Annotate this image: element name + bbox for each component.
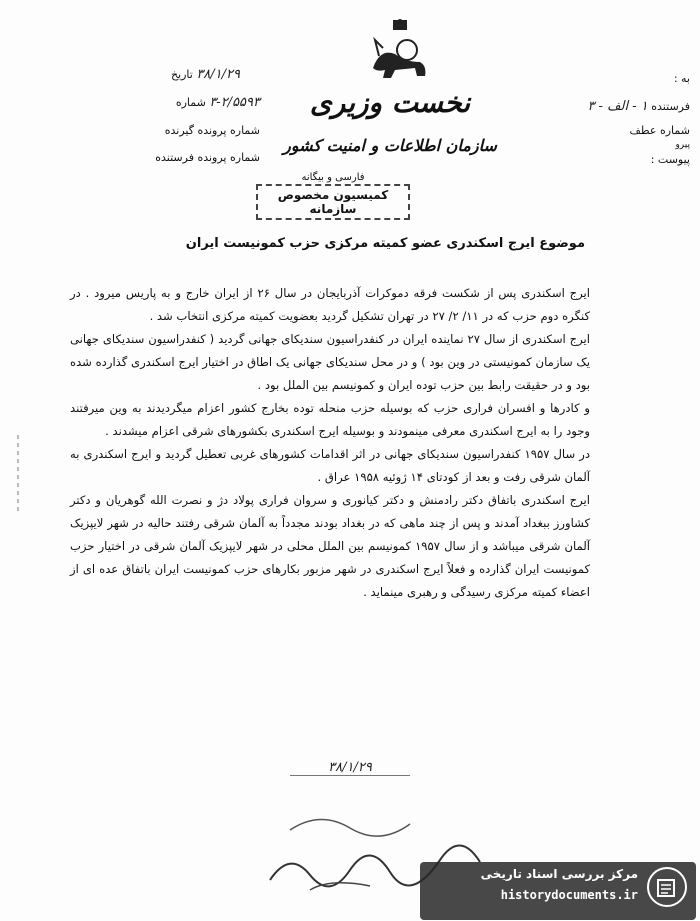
sender-field	[520, 100, 690, 113]
date-value: ۳۸/۱/۲۹	[196, 67, 240, 82]
paragraph-4: در سال ۱۹۵۷ کنفدراسیون سندیکای جهانی در اثر اقدامات کشورهای غربی تعطیل گردید و ایرج اسکندری به آلمان شرقی رفت و بعد از کودتای ۱۴ ژوئیه ۱۹۵۸ عراق .	[70, 447, 590, 484]
receiver-file-label: شماره پرونده گیرنده	[164, 124, 260, 137]
ref-field	[600, 124, 690, 152]
attachment-label: پیوست	[657, 153, 690, 166]
bottom-note: ۳۸/۱/۲۹	[290, 760, 410, 776]
sender-value: ۱ - الف - ۳	[587, 99, 648, 114]
number-label: شماره	[175, 96, 206, 109]
to-field: به :	[673, 72, 690, 85]
document-logo-icon	[646, 866, 688, 908]
paragraph-3: و کادرها و افسران فراری حزب که بوسیله حزب منحله توده بخارج کشور اعزام میگردیدند به وین میرفتند وجود را به ایرج اسکندری معرفی مینمودند و بوسیله ایرج اسکندری بکشورهای شرقی اعزام میشدند .	[70, 401, 590, 438]
paragraph-5: ایرج اسکندری باتفاق دکتر رادمنش و دکتر کیانوری و سروان فراری پولاد دژ و نصرت الله گوهریان و دکتر کشاورز ببغداد آمدند و پس از چند ماهی که در بغداد بودند مجدداً به آلمان شرقی رفتند حالیه در شهر لایپزیک آلمان شرقی میباشد و از سال ۱۹۵۷ کمونیسم بین الملل محلی در شهر لایپزیک آلمان شرقی در اختیار حزب کمونیست ایران گذارده و فعلاً ایرج اسکندری در شهر مزبور بکارهای حزب کمونیست ایران باتفاق عده ای از اعضاء کمیته مرکزی رسیدگی و رهبری مینماید .	[70, 493, 591, 599]
date-label: تاریخ	[170, 68, 193, 81]
side-mark	[8, 430, 28, 520]
ref-sub: پیرو	[675, 140, 690, 150]
paragraph-1: ایرج اسکندری پس از شکست فرقه دموکرات آذربایجان در سال ۲۶ از ایران خارج و به پاریس میرود . در کنگره دوم حزب که در ۱۱/ ۲/ ۲۷ در تهران تشکیل گردید بعضویت کمیته مرکزی انتخاب شد .	[70, 286, 590, 323]
sender-label: فرستنده	[651, 100, 690, 113]
watermark-url: historydocuments.ir	[500, 888, 638, 902]
receiver-file-field	[110, 124, 260, 137]
to-label: به	[681, 72, 690, 85]
subject-line: موضوع ایرج اسکندری عضو کمیته مرکزی حزب کمونیست ایران	[185, 236, 585, 251]
letterhead-subtitle: سازمان اطلاعات و امنیت کشور	[283, 136, 497, 155]
paragraph-2: ایرج اسکندری از سال ۲۷ نماینده ایران در کنفدراسیون سندیکای جهانی گردید ( کنفدراسیون سندیکای جهانی یک سازمان کمونیستی در وین بود ) و در محل سندیکای جهانی یک اطاق در اختیار ایرج اسکندری گذارده شده بود و در حقیقت رابط بین حزب توده ایران و کمونیسم بین الملل بود .	[70, 332, 590, 392]
lion-and-sun-emblem-icon	[365, 18, 435, 88]
ref-label: شماره عطف	[629, 124, 690, 137]
attachment-field: پیوست :	[650, 153, 690, 166]
number-value: ۳-۲/۵۵۹۳	[209, 95, 260, 110]
stamp-top: فارسی و بیگانه	[301, 172, 365, 183]
number-field	[110, 96, 260, 109]
watermark	[420, 862, 696, 920]
date-field	[110, 68, 240, 81]
sender-file-label: شماره پرونده فرستنده	[155, 151, 260, 164]
letterhead-title: نخست وزیری	[309, 86, 471, 119]
stamp-main: کمیسیون مخصوص سازمانه	[256, 184, 410, 220]
body	[70, 282, 590, 604]
watermark-title: مرکز بررسی اسناد تاریخی	[480, 867, 638, 881]
sender-file-field	[110, 151, 260, 164]
